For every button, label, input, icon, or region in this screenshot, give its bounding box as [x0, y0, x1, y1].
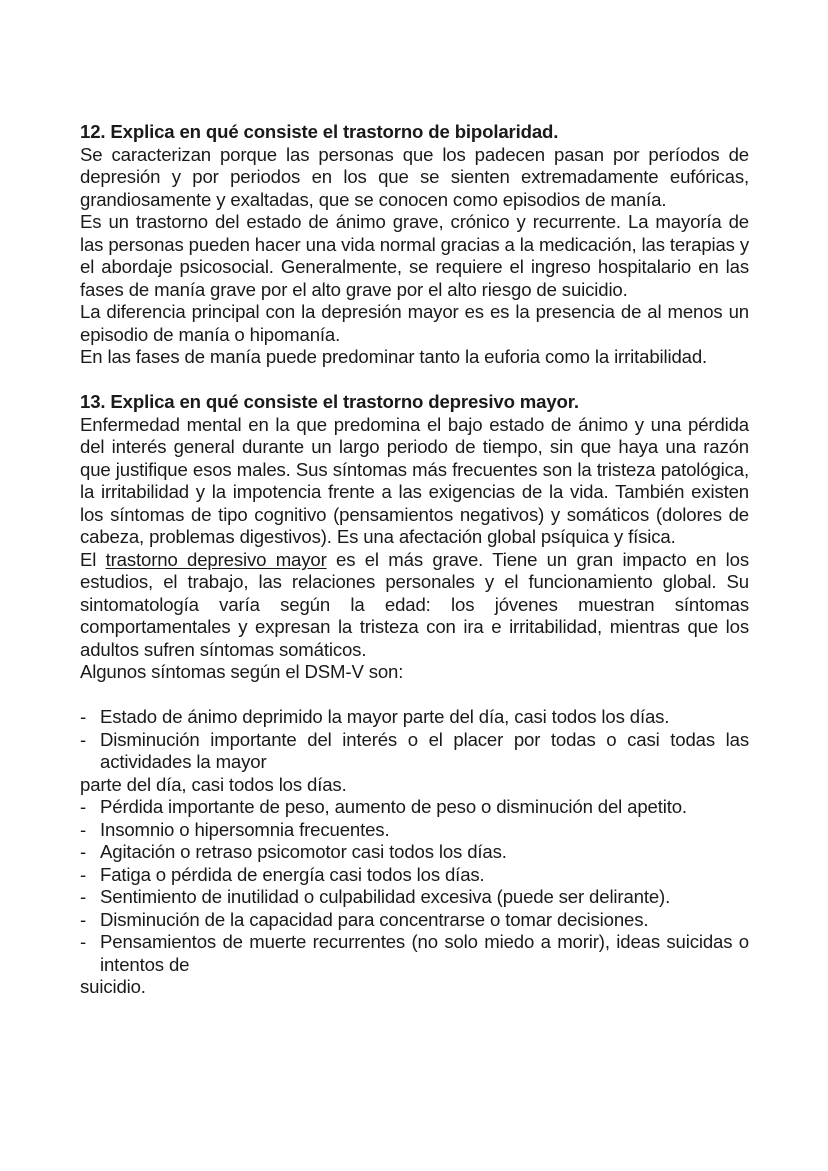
dash-bullet-icon: -	[80, 841, 87, 862]
dash-bullet-icon: -	[80, 886, 87, 907]
symptom-list-continued	[80, 796, 749, 976]
list-item: - Pensamientos de muerte recurrentes (no solo miedo a morir), ideas suicidas o intentos de	[80, 931, 749, 975]
list-item: - Agitación o retraso psicomotor casi todos los días.	[80, 841, 507, 862]
list-continuation: parte del día, casi todos los días.	[80, 773, 347, 795]
dash-bullet-icon: -	[80, 796, 87, 817]
section-12-heading: 12. Explica en qué consiste el trastorno de bipolaridad.	[80, 121, 559, 142]
list-item: - Estado de ánimo deprimido la mayor parte del día, casi todos los días.	[80, 706, 670, 727]
section-12-paragraph-1: Se caracterizan porque las personas que los padecen pasan por períodos de depresión y por periodos en los que se sienten extremadamente eufóricas, grandiosamente y exaltadas, que se conocen como episodios de manía.	[80, 143, 749, 210]
section-13-heading: 13. Explica en qué consiste el trastorno depresivo mayor.	[80, 391, 579, 412]
section-12-paragraph-2: Es un trastorno del estado de ánimo grave, crónico y recurrente. La mayoría de las personas pueden hacer una vida normal gracias a la medicación, las terapias y el abordaje psicosocial. Generalmente, se requiere el ingreso hospitalario en las fases de manía grave por el alto grave por el alto riesgo de suicidio.	[80, 211, 749, 300]
list-continuation-final: suicidio.	[80, 976, 146, 997]
list-item: - Disminución de la capacidad para concentrarse o tomar decisiones.	[80, 908, 649, 930]
dash-bullet-icon: -	[80, 818, 87, 840]
list-spacer	[80, 684, 749, 707]
underlined-term-link[interactable]: trastorno depresivo mayor	[105, 548, 327, 570]
section-spacer	[80, 369, 749, 392]
document-page	[80, 121, 749, 999]
section-12-paragraph-4: En las fases de manía puede predominar tanto la euforia como la irritabilidad.	[80, 346, 708, 367]
dash-bullet-icon: -	[80, 706, 87, 727]
paragraph-prefix: El	[80, 548, 106, 570]
dash-bullet-icon: -	[80, 931, 87, 952]
list-item: - Fatiga o pérdida de energía casi todos los días.	[80, 863, 485, 885]
dash-bullet-icon: -	[80, 728, 87, 750]
section-13-paragraph-2	[80, 549, 749, 662]
list-item: - Disminución importante del interés o el placer por todas o casi todas las actividades la mayor	[80, 728, 749, 772]
symptoms-intro: Algunos síntomas según el DSM-V son:	[80, 661, 404, 682]
section-12-paragraph-3: La diferencia principal con la depresión mayor es es la presencia de al menos un episodio de manía o hipomanía.	[80, 301, 749, 345]
dash-bullet-icon: -	[80, 908, 87, 930]
list-item: - Sentimiento de inutilidad o culpabilidad excesiva (puede ser delirante).	[80, 886, 671, 907]
list-item: - Insomnio o hipersomnia frecuentes.	[80, 818, 390, 840]
dash-bullet-icon: -	[80, 863, 87, 885]
section-13-paragraph-1: Enfermedad mental en la que predomina el bajo estado de ánimo y una pérdida del interés general durante un largo periodo de tiempo, sin que haya una razón que justifique esos males. Sus síntomas más frecuentes son la tristeza patológica, la irritabilidad y la impotencia frente a las exigencias de la vida. También existen los síntomas de tipo cognitivo (pensamientos negativos) y somáticos (dolores de cabeza, problemas digestivos). Es una afectación global psíquica y física.	[80, 413, 749, 547]
symptom-list	[80, 706, 749, 774]
paragraph-suffix: es el más grave. Tiene un gran impacto en los estudios, el trabajo, las relaciones personales y el funcionamiento global. Su sintomatología varía según la edad: los jóvenes muestran síntomas comportamentales y expresan la tristeza con ira e irritabilidad, mientras que los adultos sufren síntomas somáticos.	[80, 548, 749, 660]
list-item: - Pérdida importante de peso, aumento de peso o disminución del apetito.	[80, 796, 687, 817]
